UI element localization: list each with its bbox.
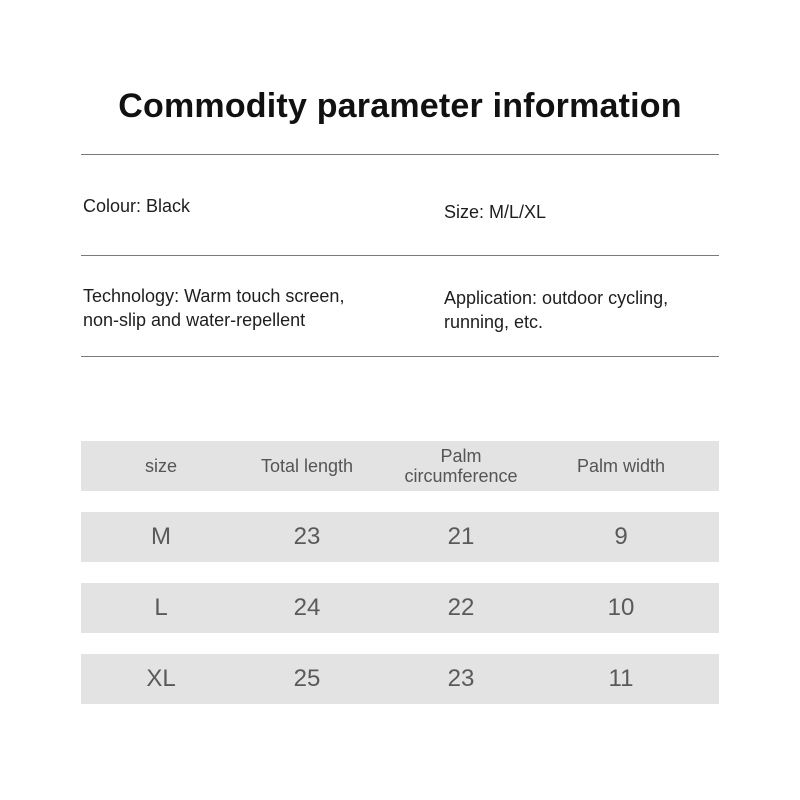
technology-line-2: non-slip and water-repellent [83,310,306,330]
cell-size: M [151,523,171,550]
colour-param: Colour: Black [83,196,191,216]
header-palm-width: Palm width [576,456,666,476]
application-line-1: Application: outdoor cycling, [444,288,669,308]
cell-palm-circumference: 22 [447,594,475,621]
cell-palm-width: 9 [614,523,628,550]
cell-palm-circumference: 23 [447,665,475,692]
divider-bottom [81,356,719,357]
cell-palm-width: 11 [608,665,634,692]
application-param [444,286,668,334]
application-line-2: running, etc. [444,312,544,332]
page-title: Commodity parameter information [118,87,682,125]
cell-size: XL [146,665,176,692]
divider-middle [81,255,719,256]
technology-line-1: Technology: Warm touch screen, [83,286,345,306]
table-row [81,654,719,704]
cell-size: L [154,594,168,621]
cell-total-length: 25 [293,665,321,692]
cell-palm-width: 10 [607,594,635,621]
header-total-length: Total length [260,456,354,476]
cell-total-length: 23 [293,523,321,550]
table-header-row [81,441,719,491]
technology-param [83,284,344,332]
table-row [81,512,719,562]
divider-top [81,154,719,155]
header-palm-circumference: Palm circumference [404,446,518,486]
cell-palm-circumference: 21 [447,523,475,550]
size-param: Size: M/L/XL [444,202,547,222]
header-size: size [144,456,177,476]
cell-total-length: 24 [293,594,321,621]
table-row [81,583,719,633]
